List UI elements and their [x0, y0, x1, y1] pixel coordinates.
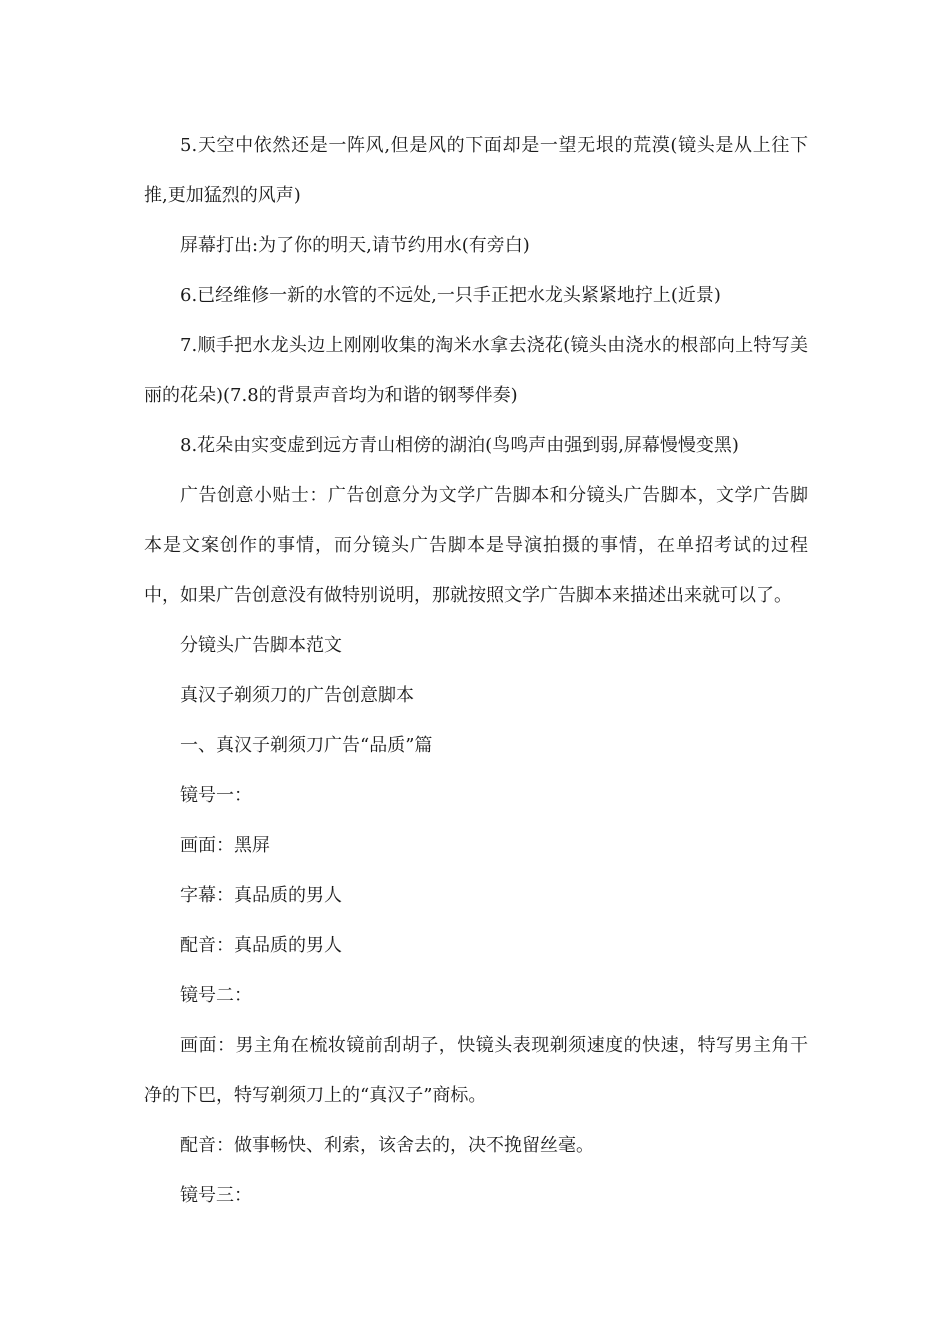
paragraph-part-heading: 一、真汉子剃须刀广告“品质”篇	[180, 735, 433, 756]
paragraph-shot-3: 镜号三：	[180, 1185, 252, 1206]
paragraph-section-title: 分镜头广告脚本范文	[180, 635, 342, 656]
document-body	[144, 121, 808, 1221]
paragraph-shot-1-voiceover: 配音：真品质的男人	[180, 935, 342, 956]
paragraph-shot-1: 镜号一：	[180, 785, 252, 806]
paragraph-script-title: 真汉子剃须刀的广告创意脚本	[180, 685, 414, 706]
paragraph-shot-2: 镜号二：	[180, 985, 252, 1006]
paragraph-shot-2-visual: 画面：男主角在梳妆镜前刮胡子，快镜头表现剃须速度的快速，特写男主角干净的下巴，特写剃须刀上的“真汉子”商标。	[144, 1035, 808, 1106]
paragraph-shot-2-voiceover: 配音：做事畅快、利索，该舍去的，决不挽留丝毫。	[180, 1135, 594, 1156]
paragraph-screen-caption: 屏幕打出:为了你的明天,请节约用水(有旁白)	[180, 235, 530, 256]
paragraph-shot-1-caption: 字幕：真品质的男人	[180, 885, 342, 906]
paragraph-tip: 广告创意小贴士：广告创意分为文学广告脚本和分镜头广告脚本，文学广告脚本是文案创作的事情，而分镜头广告脚本是导演拍摄的事情，在单招考试的过程中，如果广告创意没有做特别说明，那就按照文学广告脚本来描述出来就可以了。	[144, 485, 808, 606]
paragraph-scene-7: 7.顺手把水龙头边上刚刚收集的淘米水拿去浇花(镜头由浇水的根部向上特写美丽的花朵)(7.8的背景声音均为和谐的钢琴伴奏)	[144, 335, 808, 406]
paragraph-shot-1-visual: 画面：黑屏	[180, 835, 270, 856]
paragraph-scene-5: 5.天空中依然还是一阵风,但是风的下面却是一望无垠的荒漠(镜头是从上往下推,更加猛烈的风声)	[144, 135, 808, 206]
paragraph-scene-8: 8.花朵由实变虚到远方青山相傍的湖泊(鸟鸣声由强到弱,屏幕慢慢变黑)	[180, 435, 739, 456]
paragraph-scene-6: 6.已经维修一新的水管的不远处,一只手正把水龙头紧紧地拧上(近景)	[180, 285, 721, 306]
